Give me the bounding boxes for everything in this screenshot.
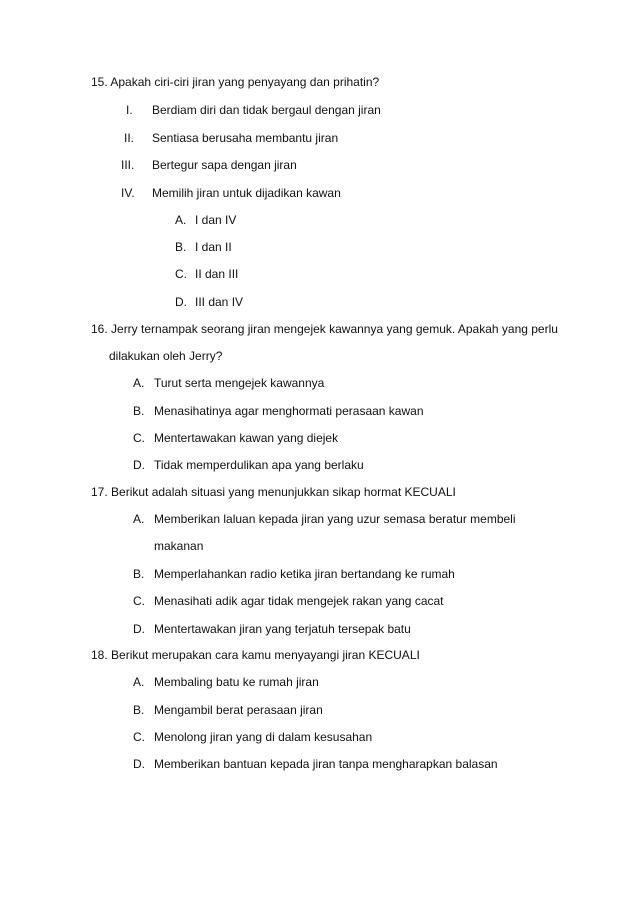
q17-option-letter: A. <box>133 512 145 526</box>
q18-option-letter: C. <box>133 730 145 744</box>
q18-option-text: Menolong jiran yang di dalam kesusahan <box>154 730 373 744</box>
question-18-stem: 18. Berikut merupakan cara kamu menyayangi jiran KECUALI <box>91 648 420 662</box>
q16-option-letter: D. <box>133 458 145 472</box>
q17-option-letter: D. <box>133 622 145 636</box>
q15-statement-numeral: III. <box>121 158 135 172</box>
q16-option-text: Menasihatinya agar menghormati perasaan kawan <box>154 404 424 418</box>
q17-option-text: Mentertawakan jiran yang terjatuh tersepak batu <box>154 622 411 636</box>
question-16-stem: 16. Jerry ternampak seorang jiran mengejek kawannya yang gemuk. Apakah yang perlu <box>91 322 558 336</box>
q18-option-letter: A. <box>133 675 145 689</box>
q15-statement-text: Bertegur sapa dengan jiran <box>152 158 297 172</box>
q18-option-text: Memberikan bantuan kepada jiran tanpa mengharapkan balasan <box>154 757 498 771</box>
q15-option-letter: C. <box>175 267 187 281</box>
q15-statement-text: Sentiasa berusaha membantu jiran <box>152 131 339 145</box>
q15-option-text: I dan IV <box>195 213 237 227</box>
q15-option-text: III dan IV <box>195 295 244 309</box>
q17-option-text: Memberikan laluan kepada jiran yang uzur semasa beratur membeli <box>154 512 516 526</box>
q18-option-text: Mengambil berat perasaan jiran <box>154 703 323 717</box>
q15-option-text: II dan III <box>195 267 239 281</box>
q17-option-text: Menasihati adik agar tidak mengejek rakan yang cacat <box>154 594 444 608</box>
q16-option-text: Tidak memperdulikan apa yang berlaku <box>154 458 364 472</box>
q15-statement-text: Berdiam diri dan tidak bergaul dengan jiran <box>152 103 381 117</box>
q15-option-letter: D. <box>175 295 187 309</box>
q15-option-letter: A. <box>175 213 187 227</box>
q17-option-text: Memperlahankan radio ketika jiran bertandang ke rumah <box>154 567 455 581</box>
q16-option-letter: A. <box>133 376 145 390</box>
q17-option-letter: B. <box>133 567 145 581</box>
q16-option-letter: B. <box>133 404 145 418</box>
q15-statement-text: Memilih jiran untuk dijadikan kawan <box>152 186 341 200</box>
q18-option-letter: D. <box>133 757 145 771</box>
q15-statement-numeral: IV. <box>121 186 135 200</box>
q17-option-text-continued: makanan <box>154 539 204 553</box>
q16-option-text: Mentertawakan kawan yang diejek <box>154 431 339 445</box>
q17-option-letter: C. <box>133 594 145 608</box>
q16-option-text: Turut serta mengejek kawannya <box>154 376 325 390</box>
q18-option-text: Membaling batu ke rumah jiran <box>154 675 319 689</box>
q15-option-text: I dan II <box>195 240 232 254</box>
question-16-stem-continued: dilakukan oleh Jerry? <box>109 349 223 363</box>
q15-statement-numeral: II. <box>124 131 135 145</box>
q16-option-letter: C. <box>133 431 145 445</box>
q15-option-letter: B. <box>175 240 187 254</box>
question-17-stem: 17. Berikut adalah situasi yang menunjukkan sikap hormat KECUALI <box>91 485 456 499</box>
q15-statement-numeral: I. <box>126 103 133 117</box>
question-15-stem: 15. Apakah ciri-ciri jiran yang penyayang dan prihatin? <box>91 75 380 89</box>
q18-option-letter: B. <box>133 703 145 717</box>
